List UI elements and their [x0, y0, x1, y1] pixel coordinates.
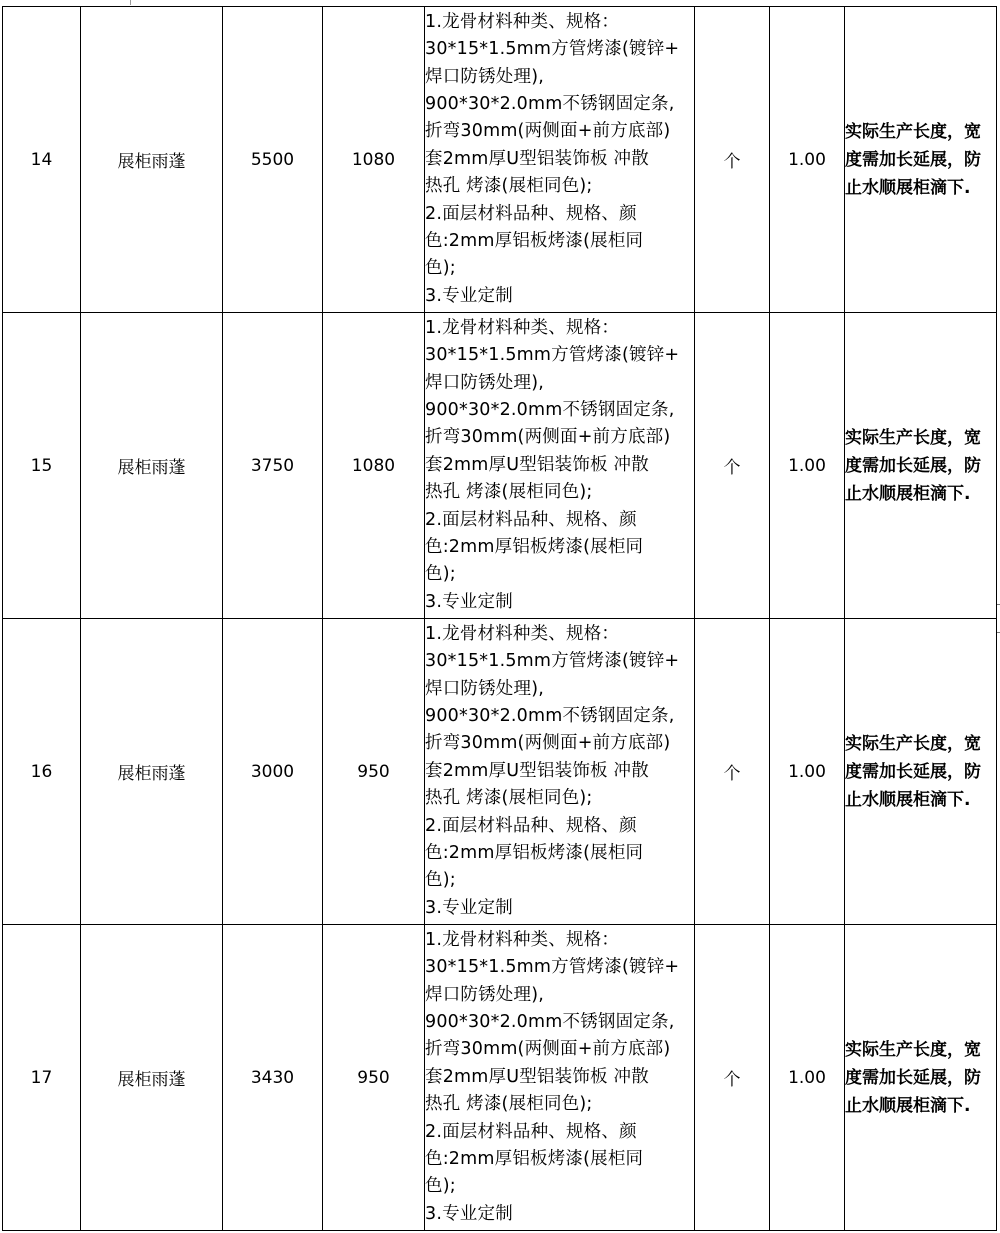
item-quantity-cell — [770, 619, 845, 925]
description-line: 折弯30mm(两侧面+前方底部) — [425, 733, 671, 754]
item-width: 1080 — [351, 455, 396, 476]
row-number: 15 — [30, 455, 53, 476]
item-width-cell — [323, 925, 425, 1231]
item-quantity: 1.00 — [788, 455, 826, 476]
description-line: 焊口防锈处理), — [425, 372, 544, 393]
item-remark: 实际生产长度，宽度需加长延展，防止水顺展柜滴下. — [845, 1039, 981, 1116]
description-line: 30*15*1.5mm方管烤漆(镀锌+ — [425, 957, 680, 978]
description-line: 2.面层材料品种、规格、颜 — [425, 509, 637, 530]
description-line: 900*30*2.0mm不锈钢固定条, — [425, 399, 675, 420]
description-line: 焊口防锈处理), — [425, 66, 544, 87]
description-line: 套2mm厚U型铝装饰板 冲散 — [425, 1066, 649, 1087]
quote-table — [2, 6, 997, 1231]
item-remark: 实际生产长度，宽度需加长延展，防止水顺展柜滴下. — [845, 733, 981, 810]
item-unit: 个 — [723, 152, 741, 172]
row-number-cell — [3, 619, 81, 925]
description-line: 3.专业定制 — [425, 285, 513, 306]
item-description-cell — [425, 7, 695, 313]
item-length-cell — [223, 7, 323, 313]
item-remark-cell — [845, 7, 997, 313]
item-unit: 个 — [723, 1070, 741, 1090]
item-unit: 个 — [723, 458, 741, 478]
description-line: 1.龙骨材料种类、规格： — [425, 929, 620, 950]
description-line: 折弯30mm(两侧面+前方底部) — [425, 427, 671, 448]
description-line: 30*15*1.5mm方管烤漆(镀锌+ — [425, 39, 680, 60]
description-line: 色); — [425, 1176, 456, 1197]
table-body — [3, 7, 997, 1231]
description-line: 热孔 烤漆(展柜同色); — [425, 788, 593, 809]
description-line: 900*30*2.0mm不锈钢固定条, — [425, 93, 675, 114]
item-length: 3430 — [250, 1067, 295, 1088]
item-width: 1080 — [351, 149, 396, 170]
row-number-cell — [3, 925, 81, 1231]
item-quantity: 1.00 — [788, 1067, 826, 1088]
description-line: 3.专业定制 — [425, 897, 513, 918]
description-line: 套2mm厚U型铝装饰板 冲散 — [425, 148, 649, 169]
row-number: 17 — [30, 1067, 53, 1088]
description-line: 1.龙骨材料种类、规格： — [425, 623, 620, 644]
item-description-cell — [425, 925, 695, 1231]
description-line: 色); — [425, 564, 456, 585]
item-remark-cell — [845, 619, 997, 925]
row-number: 14 — [30, 149, 53, 170]
description-line: 30*15*1.5mm方管烤漆(镀锌+ — [425, 345, 680, 366]
description-line: 折弯30mm(两侧面+前方底部) — [425, 1039, 671, 1060]
column-edge-tick — [130, 0, 131, 5]
description-line: 焊口防锈处理), — [425, 678, 544, 699]
description-line: 3.专业定制 — [425, 591, 513, 612]
description-line: 色); — [425, 258, 456, 279]
description-line: 30*15*1.5mm方管烤漆(镀锌+ — [425, 651, 680, 672]
description-line: 热孔 烤漆(展柜同色); — [425, 1094, 593, 1115]
description-line: 色:2mm厚铝板烤漆(展柜同 — [425, 843, 644, 864]
item-name: 展柜雨蓬 — [117, 458, 186, 478]
item-unit-cell — [695, 925, 770, 1231]
description-line: 2.面层材料品种、规格、颜 — [425, 203, 637, 224]
description-line: 热孔 烤漆(展柜同色); — [425, 482, 593, 503]
item-length: 3000 — [250, 761, 295, 782]
table-row — [3, 925, 997, 1231]
item-remark-cell — [845, 313, 997, 619]
row-number-cell — [3, 7, 81, 313]
item-remark-cell — [845, 925, 997, 1231]
item-name-cell — [81, 619, 223, 925]
item-unit-cell — [695, 313, 770, 619]
item-quantity-cell — [770, 925, 845, 1231]
item-width-cell — [323, 619, 425, 925]
row-number-cell — [3, 313, 81, 619]
item-width: 950 — [357, 761, 390, 782]
description-line: 套2mm厚U型铝装饰板 冲散 — [425, 454, 649, 475]
description-line: 900*30*2.0mm不锈钢固定条, — [425, 705, 675, 726]
description-line: 900*30*2.0mm不锈钢固定条, — [425, 1011, 675, 1032]
description-line: 折弯30mm(两侧面+前方底部) — [425, 121, 671, 142]
description-line: 色:2mm厚铝板烤漆(展柜同 — [425, 231, 644, 252]
description-line: 2.面层材料品种、规格、颜 — [425, 815, 637, 836]
description-line: 色); — [425, 870, 456, 891]
description-line: 色:2mm厚铝板烤漆(展柜同 — [425, 1149, 644, 1170]
item-unit-cell — [695, 619, 770, 925]
item-name-cell — [81, 7, 223, 313]
item-width-cell — [323, 313, 425, 619]
item-quantity-cell — [770, 313, 845, 619]
item-remark: 实际生产长度，宽度需加长延展，防止水顺展柜滴下. — [845, 121, 981, 198]
description-line: 3.专业定制 — [425, 1203, 513, 1224]
description-line: 色:2mm厚铝板烤漆(展柜同 — [425, 537, 644, 558]
item-name: 展柜雨蓬 — [117, 764, 186, 784]
description-line: 热孔 烤漆(展柜同色); — [425, 176, 593, 197]
item-quantity: 1.00 — [788, 149, 826, 170]
table-row — [3, 619, 997, 925]
description-line: 1.龙骨材料种类、规格： — [425, 317, 620, 338]
item-length-cell — [223, 313, 323, 619]
item-unit-cell — [695, 7, 770, 313]
item-name-cell — [81, 313, 223, 619]
description-line: 套2mm厚U型铝装饰板 冲散 — [425, 760, 649, 781]
item-length: 3750 — [250, 455, 295, 476]
item-name: 展柜雨蓬 — [117, 152, 186, 172]
item-description-cell — [425, 313, 695, 619]
table-row — [3, 7, 997, 313]
item-unit: 个 — [723, 764, 741, 784]
item-quantity-cell — [770, 7, 845, 313]
description-line: 1.龙骨材料种类、规格： — [425, 11, 620, 32]
item-name-cell — [81, 925, 223, 1231]
item-remark: 实际生产长度，宽度需加长延展，防止水顺展柜滴下. — [845, 427, 981, 504]
row-number: 16 — [30, 761, 53, 782]
item-name: 展柜雨蓬 — [117, 1070, 186, 1090]
item-length-cell — [223, 925, 323, 1231]
item-length-cell — [223, 619, 323, 925]
description-line: 2.面层材料品种、规格、颜 — [425, 1121, 637, 1142]
item-width: 950 — [357, 1067, 390, 1088]
table-row — [3, 313, 997, 619]
item-width-cell — [323, 7, 425, 313]
description-line: 焊口防锈处理), — [425, 984, 544, 1005]
item-description-cell — [425, 619, 695, 925]
item-quantity: 1.00 — [788, 761, 826, 782]
item-length: 5500 — [250, 149, 295, 170]
